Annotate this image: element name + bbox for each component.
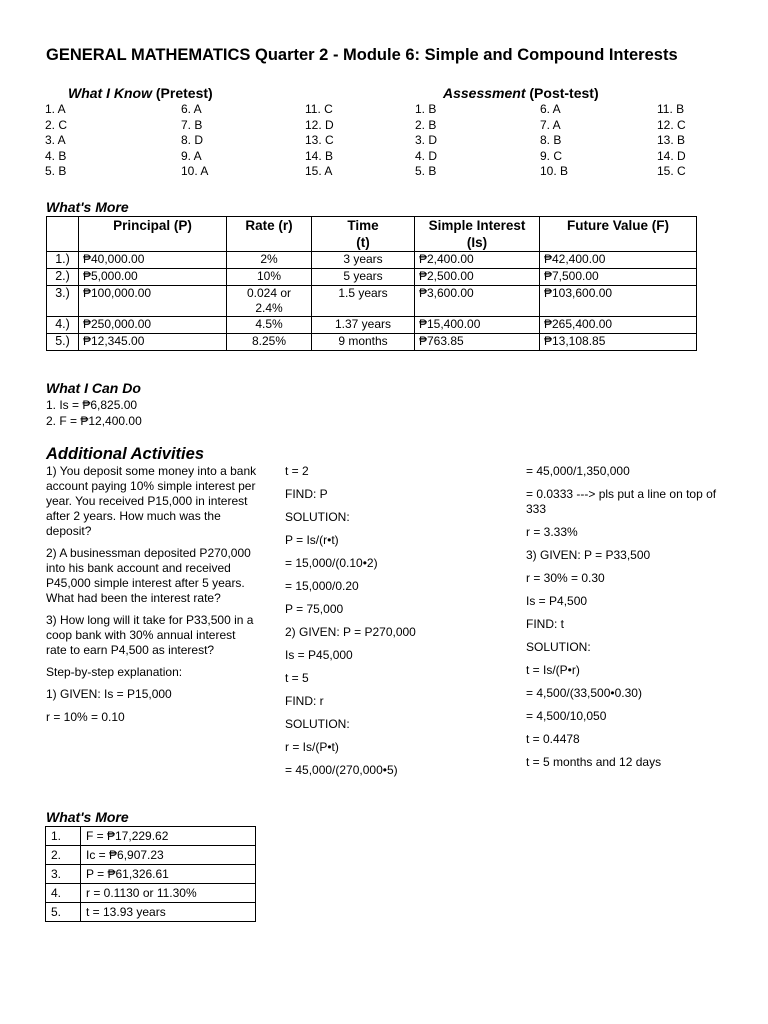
row-number: 2.) (47, 269, 79, 286)
solution-line: Is = P4,500 (526, 594, 588, 608)
row-number: 1.) (47, 252, 79, 269)
answer-item: 14. D (657, 148, 686, 163)
cell-rate: 10% (227, 269, 312, 286)
answer-item: 11. C (305, 102, 333, 116)
solution-line: = 15,000/0.20 (285, 579, 359, 593)
solution-line: SOLUTION: (285, 510, 350, 524)
table-row (47, 286, 697, 317)
cell-answer: r = 0.1130 or 11.30% (81, 884, 256, 903)
table-row (47, 269, 697, 286)
posttest-heading (443, 85, 599, 101)
solution-line: t = 2 (285, 464, 309, 478)
solution-line: t = 5 (285, 671, 309, 685)
cell-time: 9 months (312, 334, 415, 351)
table-row (46, 865, 256, 884)
row-number: 4.) (47, 317, 79, 334)
solution-line: r = Is/(P•t) (285, 740, 339, 754)
answer-item: 2. C (45, 117, 68, 132)
cell-simple-interest: ₱2,500.00 (415, 269, 540, 286)
cell-answer: P = ₱61,326.61 (81, 865, 256, 884)
answer-item: 9. A (181, 148, 202, 163)
cell-simple-interest: ₱763.85 (415, 334, 540, 351)
answer-item: 12. C (657, 117, 686, 132)
additional-activities-heading: Additional Activities (46, 445, 204, 463)
posttest-col-1 (415, 102, 437, 180)
cell-time: 5 years (312, 269, 415, 286)
posttest-heading-rest: (Post-test) (525, 85, 599, 101)
simple-interest-table (46, 216, 697, 351)
problem-text: 3) How long will it take for P33,500 in a coop bank with 30% annual interest rate to earn P4,500 as interest? (46, 613, 254, 657)
answer-item: 2. B (415, 117, 437, 132)
answer-item: 12. D (305, 117, 334, 132)
solution-line-wrap: = 0.0333 ---> pls put a line on top of 333 (526, 487, 717, 516)
solution-line: P = Is/(r•t) (285, 533, 339, 547)
header-time-line2: (t) (356, 235, 370, 250)
problem-text: r = 10% = 0.10 (46, 710, 125, 724)
cell-principal: ₱40,000.00 (79, 252, 227, 269)
row-number: 3. (46, 865, 81, 884)
header-si-line2: (Is) (466, 235, 488, 250)
answer-item: 3. D (415, 133, 438, 147)
solution-line: = 4,500/(33,500•0.30) (526, 686, 642, 700)
solution-line: SOLUTION: (285, 717, 350, 731)
header-future-value: Future Value (F) (540, 217, 697, 252)
can-do-line: 2. F = ₱12,400.00 (46, 413, 142, 428)
answer-item: 11. B (657, 102, 685, 116)
cell-rate: 4.5% (227, 317, 312, 334)
table-header-row (47, 217, 697, 252)
cell-simple-interest: ₱2,400.00 (415, 252, 540, 269)
answer-item: 7. B (181, 117, 203, 132)
table-row (47, 252, 697, 269)
answer-item: 14. B (305, 148, 334, 163)
row-number: 5.) (47, 334, 79, 351)
answer-item: 8. B (540, 133, 562, 147)
can-do-line: 1. Is = ₱6,825.00 (46, 398, 138, 412)
posttest-heading-italic: Assessment (443, 85, 526, 101)
solution-line: P = 75,000 (285, 602, 344, 616)
cell-future-value: ₱103,600.00 (540, 286, 697, 317)
whats-more-2-heading: What's More (46, 809, 129, 825)
answer-item: 13. B (657, 133, 686, 147)
solution-line: SOLUTION: (526, 640, 591, 654)
answer-item: 15. A (305, 164, 333, 178)
answer-item: 6. A (540, 102, 561, 116)
header-rate: Rate (r) (227, 217, 312, 252)
answer-item: 1. A (45, 102, 66, 116)
pretest-col-3 (305, 102, 334, 180)
answer-item: 9. C (540, 148, 563, 163)
answer-item: 6. A (181, 102, 202, 116)
cell-answer: F = ₱17,229.62 (81, 827, 256, 846)
row-number: 4. (46, 884, 81, 903)
row-number: 2. (46, 846, 81, 865)
cell-rate (227, 286, 312, 317)
posttest-col-2 (540, 102, 568, 180)
cell-principal: ₱12,345.00 (79, 334, 227, 351)
answer-item: 5. B (415, 164, 437, 178)
solution-column-2 (285, 464, 416, 786)
answer-item: 4. D (415, 148, 438, 163)
what-i-can-do-heading: What I Can Do (46, 380, 141, 396)
pretest-heading (68, 85, 213, 101)
row-number: 1. (46, 827, 81, 846)
header-blank (47, 217, 79, 252)
pretest-col-2 (181, 102, 208, 180)
cell-rate-line1: 0.024 or (246, 286, 292, 300)
solution-line: FIND: r (285, 694, 324, 708)
answer-item: 15. C (657, 164, 686, 178)
solution-line: r = 3.33% (526, 525, 578, 539)
answer-item: 10. B (540, 164, 569, 178)
cell-simple-interest: ₱3,600.00 (415, 286, 540, 317)
problems-column (46, 464, 258, 732)
cell-time: 1.5 years (312, 286, 415, 317)
pretest-heading-rest: (Pretest) (152, 85, 213, 101)
solution-line: = 4,500/10,050 (526, 709, 607, 723)
answer-item: 1. B (415, 102, 437, 116)
cell-future-value: ₱13,108.85 (540, 334, 697, 351)
page-title: GENERAL MATHEMATICS Quarter 2 - Module 6: Simple and Compound Interests (46, 46, 678, 64)
cell-future-value: ₱265,400.00 (540, 317, 697, 334)
table-row (46, 884, 256, 903)
answer-item: 13. C (305, 133, 334, 147)
posttest-col-3 (657, 102, 686, 180)
header-principal: Principal (P) (79, 217, 227, 252)
cell-principal: ₱5,000.00 (79, 269, 227, 286)
header-simple-interest (415, 217, 540, 252)
problem-text: 1) GIVEN: Is = P15,000 (46, 687, 172, 701)
pretest-heading-italic: What I Know (68, 85, 152, 101)
table-row (47, 334, 697, 351)
row-number: 3.) (47, 286, 79, 317)
cell-future-value: ₱42,400.00 (540, 252, 697, 269)
problem-text: 1) You deposit some money into a bank account paying 10% simple interest per year. You received P15,000 in interest after 2 years. How much was the deposit? (46, 464, 257, 538)
solution-line: t = 5 months and 12 days (526, 755, 662, 769)
answer-item: 8. D (181, 133, 204, 147)
solution-column-3 (526, 464, 726, 778)
cell-time: 3 years (312, 252, 415, 269)
cell-simple-interest: ₱15,400.00 (415, 317, 540, 334)
row-number: 5. (46, 903, 81, 922)
table-row (46, 846, 256, 865)
solution-line: FIND: P (285, 487, 328, 501)
cell-rate: 2% (227, 252, 312, 269)
answer-item: 4. B (45, 148, 67, 163)
solution-line: = 45,000/(270,000•5) (285, 763, 398, 777)
compound-interest-table (45, 826, 256, 922)
problem-text: 2) A businessman deposited P270,000 into his bank account and received P45,000 simple interest after 5 years. What had been the interest rate? (46, 546, 251, 605)
answer-item: 5. B (45, 164, 67, 178)
answer-item: 3. A (45, 133, 66, 147)
cell-answer: t = 13.93 years (81, 903, 256, 922)
cell-future-value: ₱7,500.00 (540, 269, 697, 286)
solution-line: r = 30% = 0.30 (526, 571, 605, 585)
table-row (47, 317, 697, 334)
header-time-line1: Time (347, 218, 379, 233)
table-row (46, 903, 256, 922)
header-si-line1: Simple Interest (428, 218, 526, 233)
solution-line: t = 0.4478 (526, 732, 580, 746)
cell-principal: ₱250,000.00 (79, 317, 227, 334)
solution-line: Is = P45,000 (285, 648, 353, 662)
solution-line: FIND: t (526, 617, 564, 631)
header-time (312, 217, 415, 252)
pretest-col-1 (45, 102, 67, 180)
cell-rate: 8.25% (227, 334, 312, 351)
cell-answer: Ic = ₱6,907.23 (81, 846, 256, 865)
answer-item: 10. A (181, 164, 209, 178)
cell-rate-line2: 2.4% (255, 301, 283, 315)
solution-line: = 45,000/1,350,000 (526, 464, 630, 478)
cell-principal: ₱100,000.00 (79, 286, 227, 317)
what-i-can-do-section (46, 380, 142, 429)
solution-line: = 15,000/(0.10•2) (285, 556, 378, 570)
solution-line: 2) GIVEN: P = P270,000 (285, 625, 416, 639)
solution-line: t = Is/(P•r) (526, 663, 580, 677)
cell-time: 1.37 years (312, 317, 415, 334)
solution-line: 3) GIVEN: P = P33,500 (526, 548, 651, 562)
table-row (46, 827, 256, 846)
problem-text: Step-by-step explanation: (46, 665, 183, 679)
whats-more-heading: What's More (46, 199, 129, 215)
answer-item: 7. A (540, 117, 561, 132)
